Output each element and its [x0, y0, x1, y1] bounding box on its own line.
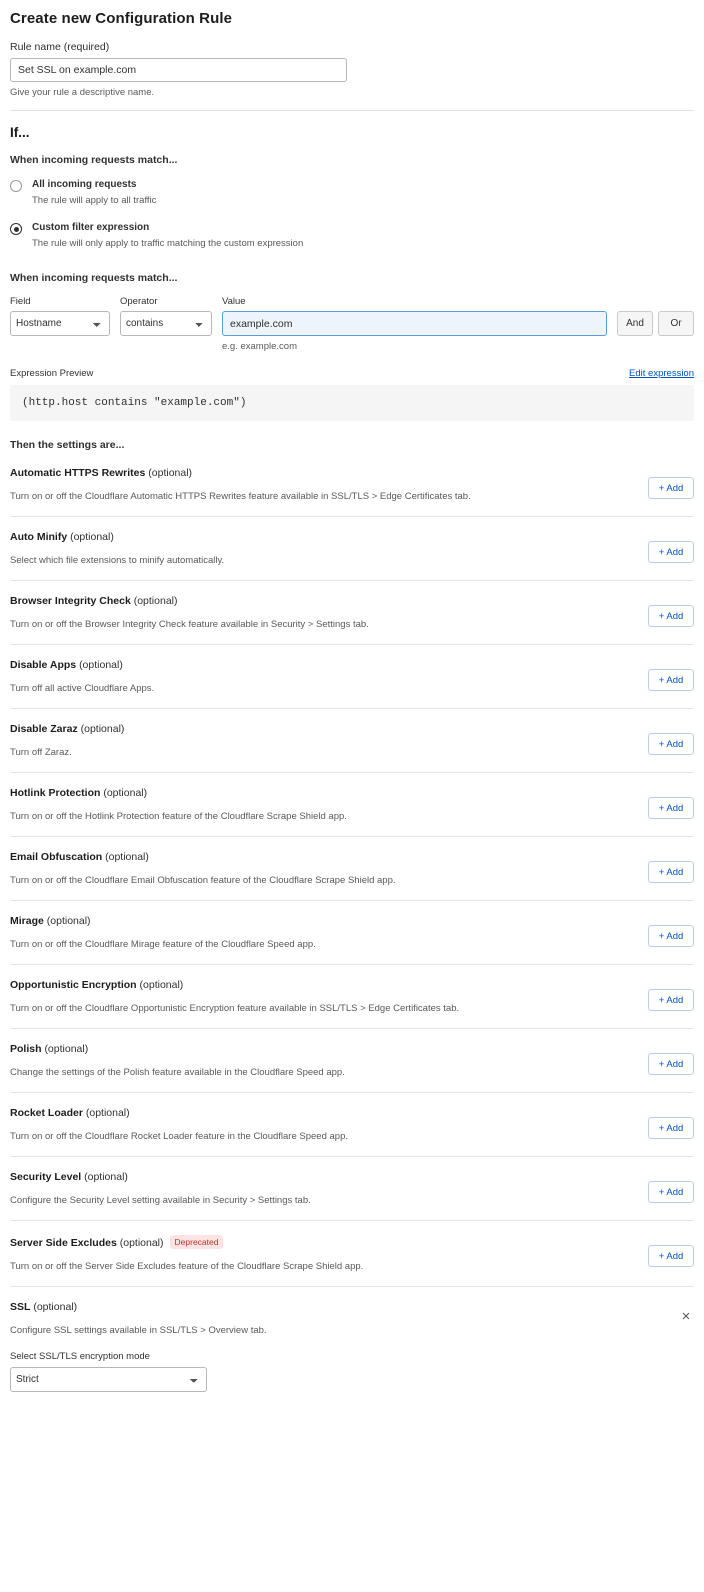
setting-description: Turn on or off the Cloudflare Email Obfuscation feature of the Cloudflare Scrape Shield app.: [10, 875, 396, 886]
setting-optional: (optional): [133, 595, 178, 607]
add-setting-button[interactable]: + Add: [648, 669, 694, 691]
setting-description: Turn on or off the Browser Integrity Check feature available in Security > Settings tab.: [10, 619, 369, 630]
setting-description: Turn on or off the Hotlink Protection feature of the Cloudflare Scrape Shield app.: [10, 811, 347, 822]
setting-description: Configure the Security Level setting available in Security > Settings tab.: [10, 1195, 311, 1206]
value-input[interactable]: [222, 311, 607, 336]
or-button[interactable]: Or: [658, 311, 694, 336]
radio-icon[interactable]: [10, 180, 22, 192]
add-setting-button[interactable]: + Add: [648, 541, 694, 563]
setting-row: [10, 772, 694, 836]
setting-text: [10, 595, 648, 631]
setting-description: Turn off all active Cloudflare Apps.: [10, 683, 155, 694]
setting-title: [10, 595, 636, 607]
setting-text: [10, 467, 648, 503]
ssl-mode-select[interactable]: [10, 1367, 207, 1392]
divider: [10, 110, 694, 111]
setting-title: [10, 659, 636, 671]
add-setting-button[interactable]: + Add: [648, 1053, 694, 1075]
setting-text: [10, 979, 648, 1015]
rule-name-label: Rule name (required): [10, 41, 110, 53]
rule-name-help: Give your rule a descriptive name.: [10, 87, 155, 98]
add-setting-button[interactable]: + Add: [648, 989, 694, 1011]
setting-name: Auto Minify: [10, 531, 68, 543]
setting-title: [10, 1107, 636, 1119]
setting-title: [10, 1301, 666, 1313]
add-setting-button[interactable]: + Add: [648, 605, 694, 627]
setting-optional: (optional): [84, 1171, 128, 1183]
add-setting-button[interactable]: + Add: [648, 861, 694, 883]
and-button[interactable]: And: [617, 311, 653, 336]
setting-optional: (optional): [85, 1107, 130, 1119]
close-icon[interactable]: ×: [681, 1308, 691, 1325]
setting-optional: (optional): [46, 915, 91, 927]
status-badge: Deprecated: [170, 1235, 224, 1249]
field-column: [10, 296, 110, 336]
setting-name: Hotlink Protection: [10, 787, 101, 799]
setting-description: Turn on or off the Server Side Excludes feature of the Cloudflare Scrape Shield app.: [10, 1261, 364, 1272]
logic-buttons: [617, 296, 694, 336]
setting-text: [10, 787, 648, 823]
add-setting-button[interactable]: + Add: [648, 1245, 694, 1267]
setting-title: [10, 467, 636, 479]
setting-description: Change the settings of the Polish feature available in the Cloudflare Speed app.: [10, 1067, 345, 1078]
setting-title: [10, 851, 636, 863]
setting-title: [10, 787, 636, 799]
setting-name: Email Obfuscation: [10, 851, 103, 863]
operator-column: [120, 296, 212, 336]
setting-row: [10, 708, 694, 772]
setting-text: [10, 531, 648, 567]
setting-description: Turn off Zaraz.: [10, 747, 72, 758]
page-title: Create new Configuration Rule: [10, 10, 233, 27]
expression-builder-subhead: When incoming requests match...: [10, 272, 178, 284]
setting-title: [10, 1043, 636, 1055]
setting-title: [10, 723, 636, 735]
setting-row: [10, 900, 694, 964]
edit-expression-link[interactable]: Edit expression: [629, 368, 694, 379]
if-section-heading: If...: [10, 125, 30, 140]
radio-icon-selected[interactable]: [10, 223, 22, 235]
rule-name-input[interactable]: [10, 58, 347, 82]
add-setting-button[interactable]: + Add: [648, 1117, 694, 1139]
setting-optional: (optional): [105, 851, 149, 863]
setting-name: Opportunistic Encryption: [10, 979, 137, 991]
add-setting-button[interactable]: + Add: [648, 797, 694, 819]
setting-row: [10, 1156, 694, 1220]
setting-name: SSL: [10, 1301, 31, 1313]
add-setting-button[interactable]: + Add: [648, 477, 694, 499]
setting-title: [10, 531, 636, 543]
setting-optional: (optional): [119, 1237, 164, 1249]
setting-text: [10, 723, 648, 759]
add-setting-button[interactable]: + Add: [648, 1181, 694, 1203]
setting-text: [10, 851, 648, 887]
setting-title: [10, 1235, 636, 1249]
add-setting-button[interactable]: + Add: [648, 733, 694, 755]
setting-text: [10, 659, 648, 695]
setting-title: [10, 915, 636, 927]
setting-optional: (optional): [33, 1301, 78, 1313]
value-label: Value: [222, 296, 246, 307]
setting-row-ssl: [10, 1286, 694, 1405]
value-help: e.g. example.com: [222, 341, 297, 352]
setting-text: [10, 1107, 648, 1143]
setting-optional: (optional): [70, 531, 114, 543]
ssl-mode-label: Select SSL/TLS encryption mode: [10, 1351, 150, 1362]
setting-row: [10, 451, 694, 516]
field-select[interactable]: [10, 311, 110, 336]
radio-label: Custom filter expression: [32, 222, 150, 233]
setting-optional: (optional): [44, 1043, 89, 1055]
setting-text: [10, 915, 648, 951]
setting-name: Server Side Excludes: [10, 1237, 117, 1249]
setting-row: [10, 516, 694, 580]
setting-row: [10, 1028, 694, 1092]
add-setting-button[interactable]: + Add: [648, 925, 694, 947]
setting-title: [10, 1171, 636, 1183]
setting-row: [10, 1092, 694, 1156]
setting-name: Disable Zaraz: [10, 723, 78, 735]
setting-optional: (optional): [148, 467, 193, 479]
value-column: [222, 296, 607, 352]
setting-row: [10, 964, 694, 1028]
setting-name: Automatic HTTPS Rewrites: [10, 467, 146, 479]
configuration-rule-form: [0, 10, 704, 1405]
setting-optional: (optional): [80, 723, 125, 735]
setting-optional: (optional): [139, 979, 184, 991]
expression-builder-row: [10, 296, 694, 352]
then-heading: Then the settings are...: [10, 439, 125, 451]
setting-description: Select which file extensions to minify automatically.: [10, 555, 225, 566]
setting-name: Security Level: [10, 1171, 82, 1183]
field-label: Field: [10, 296, 31, 307]
setting-name: Disable Apps: [10, 659, 77, 671]
radio-option-all-requests[interactable]: [10, 178, 694, 207]
expression-preview-box: (http.host contains "example.com"): [10, 385, 694, 421]
expression-preview-label: Expression Preview: [10, 368, 94, 379]
operator-label: Operator: [120, 296, 158, 307]
setting-description: Configure SSL settings available in SSL/TLS > Overview tab.: [10, 1325, 267, 1336]
setting-description: Turn on or off the Cloudflare Mirage feature of the Cloudflare Speed app.: [10, 939, 316, 950]
setting-row: [10, 836, 694, 900]
radio-description: The rule will only apply to traffic matching the custom expression: [32, 238, 304, 249]
setting-row: [10, 580, 694, 644]
setting-name: Polish: [10, 1043, 42, 1055]
setting-description: Turn on or off the Cloudflare Rocket Loader feature in the Cloudflare Speed app.: [10, 1131, 348, 1142]
setting-optional: (optional): [103, 787, 148, 799]
setting-name: Browser Integrity Check: [10, 595, 131, 607]
radio-option-custom-filter[interactable]: [10, 221, 694, 250]
settings-list: [10, 451, 694, 1286]
setting-row: [10, 644, 694, 708]
setting-text: [10, 1171, 648, 1207]
radio-description: The rule will apply to all traffic: [32, 195, 157, 206]
setting-name: Mirage: [10, 915, 44, 927]
setting-description: Turn on or off the Cloudflare Automatic HTTPS Rewrites feature available in SSL/TLS > Edge Certificates tab.: [10, 491, 471, 502]
setting-text: [10, 1301, 678, 1392]
setting-text: [10, 1043, 648, 1079]
setting-name: Rocket Loader: [10, 1107, 83, 1119]
radio-label: All incoming requests: [32, 179, 137, 190]
setting-row: [10, 1220, 694, 1286]
setting-text: [10, 1235, 648, 1273]
setting-title: [10, 979, 636, 991]
setting-description: Turn on or off the Cloudflare Opportunistic Encryption feature available in SSL/TLS > Edge Certificates tab.: [10, 1003, 460, 1014]
rule-name-group: [10, 41, 694, 98]
setting-optional: (optional): [79, 659, 123, 671]
if-section-subhead: When incoming requests match...: [10, 154, 178, 166]
expression-preview-header: [10, 368, 694, 379]
operator-select[interactable]: [120, 311, 212, 336]
